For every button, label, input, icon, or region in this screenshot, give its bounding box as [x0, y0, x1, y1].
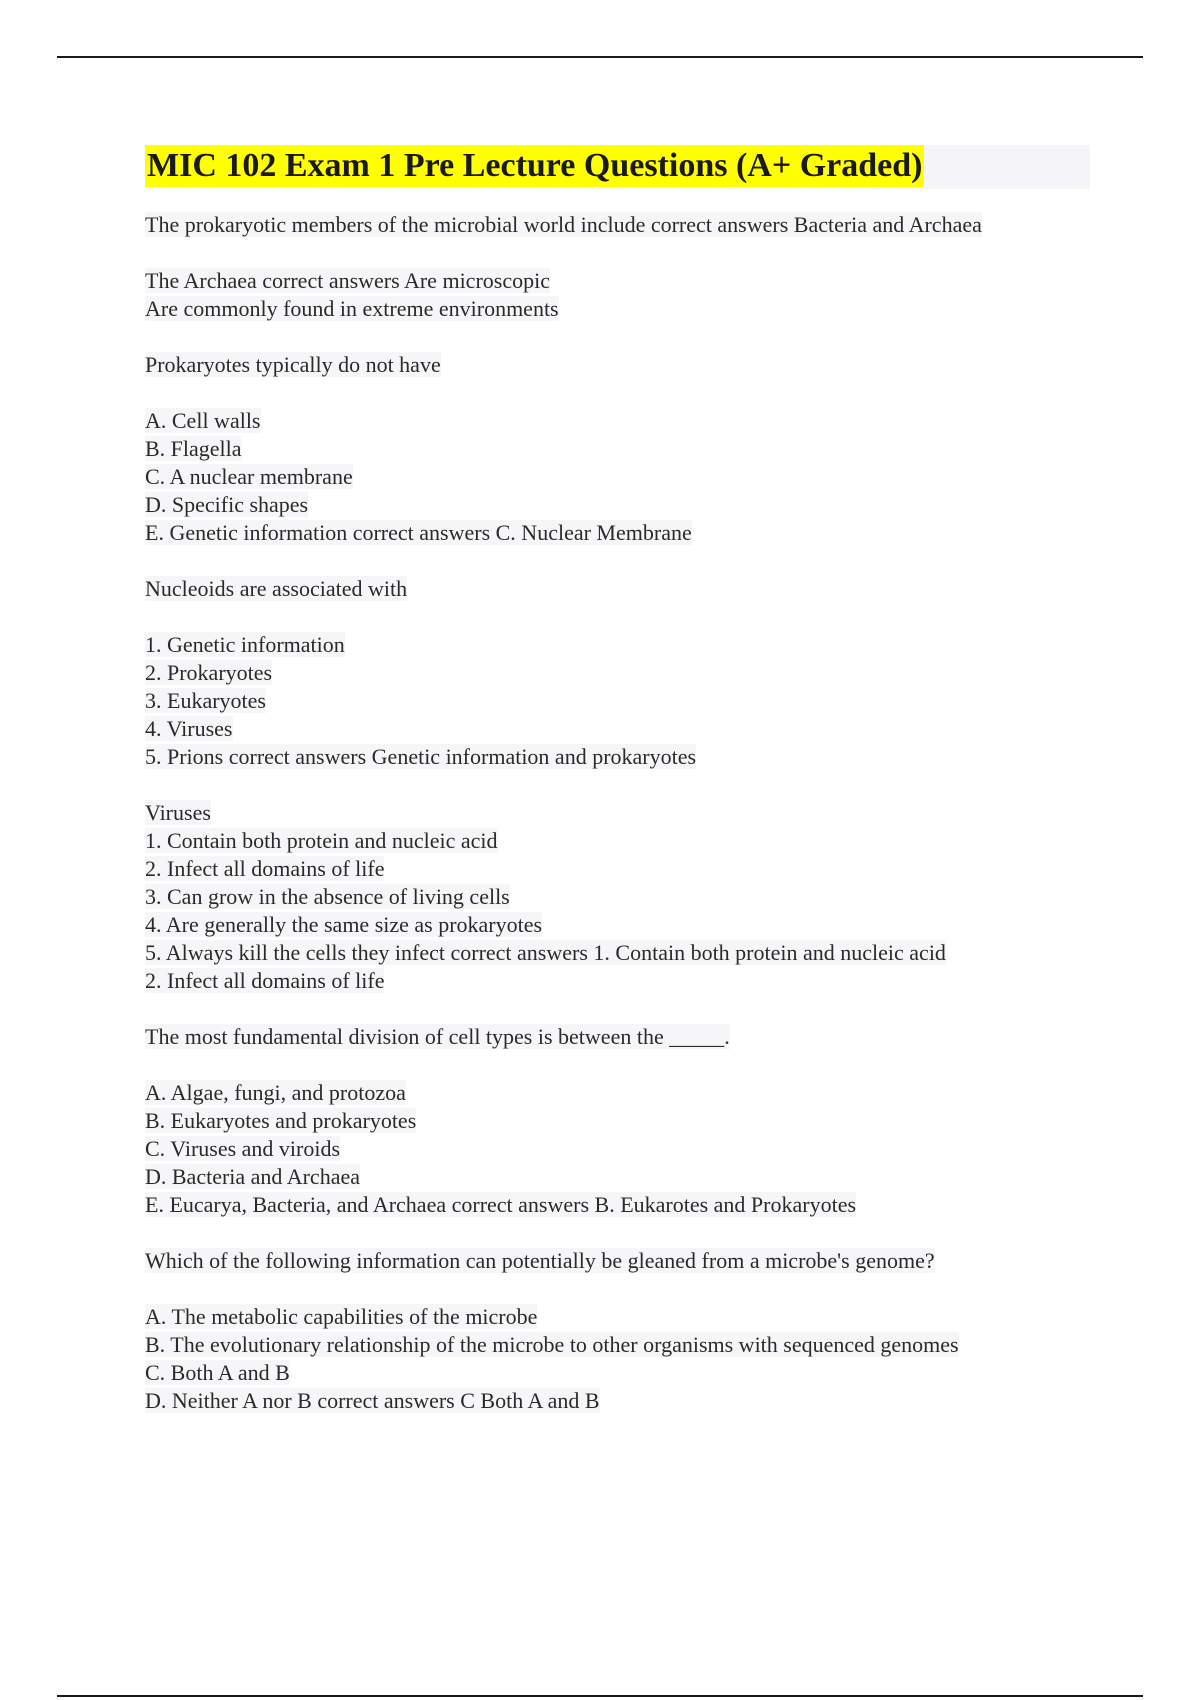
line-text: C. A nuclear membrane — [145, 464, 353, 489]
line-text: C. Both A and B — [145, 1360, 290, 1385]
line-text: 1. Contain both protein and nucleic acid — [145, 828, 498, 853]
text-line — [145, 883, 1090, 911]
paragraph-gap — [145, 771, 1090, 799]
text-line — [145, 687, 1090, 715]
paragraph-gap — [145, 323, 1090, 351]
text-line — [145, 1331, 1090, 1359]
title-band — [145, 145, 1090, 189]
line-text: Which of the following information can potentially be gleaned from a microbe's genome? — [145, 1248, 935, 1273]
paragraph-gap — [145, 995, 1090, 1023]
page-title: MIC 102 Exam 1 Pre Lecture Questions (A+ Graded) — [145, 145, 924, 187]
text-line — [145, 491, 1090, 519]
line-text: 2. Prokaryotes — [145, 660, 273, 685]
text-line — [145, 659, 1090, 687]
line-text: Prokaryotes typically do not have — [145, 352, 441, 377]
paragraph-gap — [145, 1051, 1090, 1079]
line-text: 2. Infect all domains of life — [145, 856, 385, 881]
line-text: C. Viruses and viroids — [145, 1136, 341, 1161]
document-body — [145, 145, 1090, 1415]
text-line — [145, 211, 1090, 239]
footer-rule — [57, 1695, 1143, 1697]
question-block — [145, 351, 1090, 379]
text-line — [145, 351, 1090, 379]
text-line — [145, 631, 1090, 659]
paragraph-gap — [145, 1219, 1090, 1247]
text-line — [145, 575, 1090, 603]
line-text: D. Specific shapes — [145, 492, 309, 517]
line-text: 3. Eukaryotes — [145, 688, 266, 713]
header-rule — [57, 56, 1143, 58]
line-text: Viruses — [145, 800, 211, 825]
text-line — [145, 1107, 1090, 1135]
text-line — [145, 1359, 1090, 1387]
text-line — [145, 519, 1090, 547]
question-block — [145, 575, 1090, 603]
line-text: Nucleoids are associated with — [145, 576, 408, 601]
question-list — [145, 211, 1090, 1415]
question-block — [145, 1023, 1090, 1051]
line-text: 1. Genetic information — [145, 632, 345, 657]
line-text: 4. Are generally the same size as prokaryotes — [145, 912, 543, 937]
line-text: The Archaea correct answers Are microscopic — [145, 268, 550, 293]
question-block — [145, 267, 1090, 323]
line-text: 4. Viruses — [145, 716, 233, 741]
text-line — [145, 715, 1090, 743]
text-line — [145, 435, 1090, 463]
text-line — [145, 267, 1090, 295]
question-block — [145, 211, 1090, 239]
text-line — [145, 1191, 1090, 1219]
text-line — [145, 1163, 1090, 1191]
text-line — [145, 1079, 1090, 1107]
line-text: B. Flagella — [145, 436, 242, 461]
paragraph-gap — [145, 603, 1090, 631]
line-text: A. Cell walls — [145, 408, 261, 433]
question-block — [145, 631, 1090, 771]
line-text: D. Neither A nor B correct answers C Both A and B — [145, 1388, 600, 1413]
paragraph-gap — [145, 239, 1090, 267]
line-text: The most fundamental division of cell types is between the _____. — [145, 1024, 730, 1049]
line-text: 5. Always kill the cells they infect correct answers 1. Contain both protein and nucleic acid — [145, 940, 946, 965]
text-line — [145, 463, 1090, 491]
text-line — [145, 855, 1090, 883]
text-line — [145, 967, 1090, 995]
line-text: The prokaryotic members of the microbial world include correct answers Bacteria and Archaea — [145, 212, 982, 237]
paragraph-gap — [145, 1275, 1090, 1303]
text-line — [145, 1023, 1090, 1051]
text-line — [145, 1247, 1090, 1275]
line-text: B. The evolutionary relationship of the microbe to other organisms with sequenced genomes — [145, 1332, 959, 1357]
text-line — [145, 295, 1090, 323]
line-text: E. Genetic information correct answers C. Nuclear Membrane — [145, 520, 692, 545]
paragraph-gap — [145, 379, 1090, 407]
line-text: 3. Can grow in the absence of living cells — [145, 884, 510, 909]
text-line — [145, 827, 1090, 855]
line-text: B. Eukaryotes and prokaryotes — [145, 1108, 417, 1133]
question-block — [145, 1079, 1090, 1219]
line-text: 5. Prions correct answers Genetic information and prokaryotes — [145, 744, 697, 769]
text-line — [145, 911, 1090, 939]
text-line — [145, 799, 1090, 827]
text-line — [145, 1387, 1090, 1415]
text-line — [145, 743, 1090, 771]
text-line — [145, 939, 1090, 967]
line-text: A. The metabolic capabilities of the microbe — [145, 1304, 538, 1329]
question-block — [145, 799, 1090, 995]
text-line — [145, 407, 1090, 435]
line-text: A. Algae, fungi, and protozoa — [145, 1080, 406, 1105]
text-line — [145, 1303, 1090, 1331]
text-line — [145, 1135, 1090, 1163]
line-text: Are commonly found in extreme environments — [145, 296, 559, 321]
question-block — [145, 1303, 1090, 1415]
line-text: D. Bacteria and Archaea — [145, 1164, 360, 1189]
question-block — [145, 407, 1090, 547]
line-text: 2. Infect all domains of life — [145, 968, 385, 993]
paragraph-gap — [145, 547, 1090, 575]
question-block — [145, 1247, 1090, 1275]
line-text: E. Eucarya, Bacteria, and Archaea correct answers B. Eukarotes and Prokaryotes — [145, 1192, 857, 1217]
